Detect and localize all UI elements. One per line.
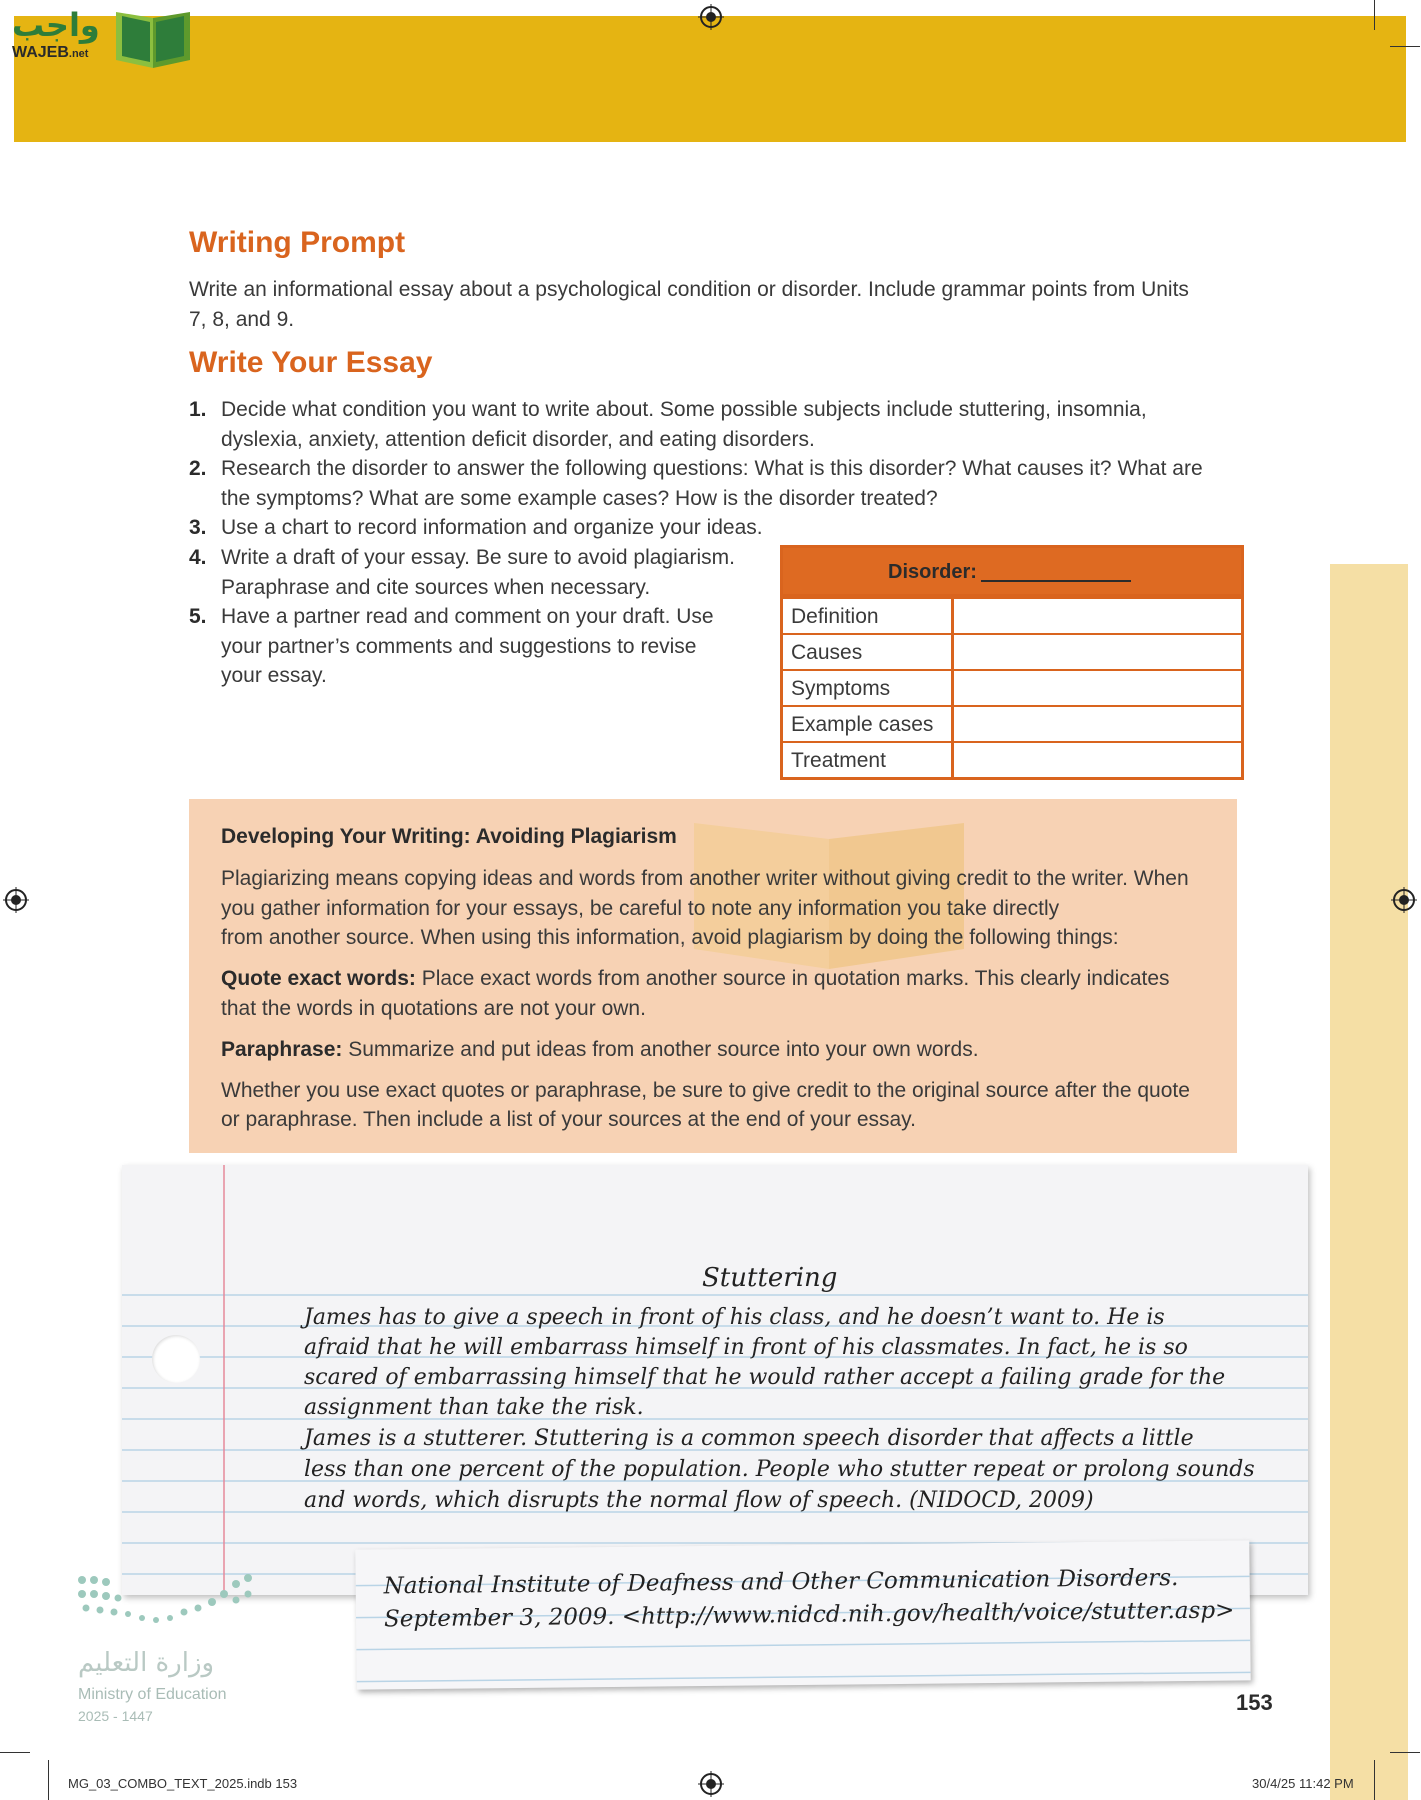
- developing-title: Developing Your Writing: Avoiding Plagiarism: [221, 825, 677, 848]
- essay-line: assignment than take the risk.: [304, 1395, 644, 1420]
- chart-cell[interactable]: [954, 671, 1241, 705]
- chart-row-label: Causes: [783, 635, 954, 669]
- crop-mark: [1374, 0, 1375, 30]
- step-item: 5. Have a partner read and comment on your draft. Use your partner’s comments and suggestions to revise your essay.: [189, 605, 714, 688]
- chart-row: [783, 705, 1241, 741]
- quote-tip: Quote exact words: Place exact words from another source in quotation marks. This clearly indicates: [221, 967, 1170, 990]
- registration-mark-icon: [3, 887, 29, 913]
- page-number: 153: [1236, 1690, 1273, 1715]
- citation-line: September 3, 2009. <http://www.nidcd.nih.gov/health/voice/stutter.asp>: [383, 1597, 1235, 1633]
- ministry-dots-icon: [76, 1572, 256, 1636]
- citation-line: National Institute of Deafness and Other Communication Disorders.: [383, 1565, 1179, 1600]
- paraphrase-label: Paraphrase:: [221, 1038, 343, 1061]
- quote-label: Quote exact words:: [221, 967, 416, 990]
- writing-prompt-line: 7, 8, and 9.: [189, 308, 295, 331]
- step-item: 4. Write a draft of your essay. Be sure to avoid plagiarism. Paraphrase and cite sources when necessary.: [189, 545, 735, 599]
- crop-mark: [1374, 1760, 1375, 1800]
- developing-intro-line: from another source. When using this information, avoid plagiarism by doing the following things:: [221, 926, 1119, 949]
- registration-mark-icon: [698, 4, 724, 30]
- side-color-strip: [1330, 564, 1408, 1800]
- chart-row-label: Symptoms: [783, 671, 954, 705]
- logo-arabic: واجب: [12, 6, 100, 44]
- developing-writing-box: [189, 799, 1237, 1153]
- essay-line: and words, which disrupts the normal flow of speech. (NIDOCD, 2009): [304, 1488, 1094, 1513]
- citation-card: [355, 1540, 1250, 1689]
- ministry-english: Ministry of Education: [78, 1686, 227, 1703]
- write-essay-heading: Write Your Essay: [189, 346, 433, 379]
- binder-hole: [152, 1335, 200, 1383]
- step-item: 3. Use a chart to record information and organize your ideas.: [189, 516, 763, 540]
- essay-line: James has to give a speech in front of his class, and he doesn’t want to. He is: [304, 1305, 1165, 1330]
- footer-timestamp: 30/4/25 11:42 PM: [1252, 1776, 1354, 1791]
- registration-mark-icon: [1391, 887, 1417, 913]
- developing-closing-line: or paraphrase. Then include a list of your sources at the end of your essay.: [221, 1108, 916, 1131]
- paraphrase-tip: Paraphrase: Summarize and put ideas from another source into your own words.: [221, 1038, 979, 1061]
- chart-cell[interactable]: [954, 635, 1241, 669]
- crop-mark: [1390, 46, 1420, 47]
- essay-line: afraid that he will embarrass himself in front of his classmates. In fact, he is so: [304, 1335, 1188, 1360]
- step-item: 1. Decide what condition you want to write about. Some possible subjects include stuttering, insomnia, dyslexia, anxiety, attention deficit disorder, and eating disorders.: [189, 398, 1147, 451]
- essay-line: scared of embarrassing himself that he would rather accept a failing grade for the: [304, 1365, 1226, 1390]
- writing-prompt-heading: Writing Prompt: [189, 226, 406, 259]
- book-icon: [110, 8, 196, 70]
- ministry-arabic: وزارة التعليم: [78, 1648, 215, 1678]
- top-color-band: [14, 16, 1406, 142]
- developing-closing-line: Whether you use exact quotes or paraphrase, be sure to give credit to the original source after the quote: [221, 1079, 1190, 1102]
- notebook-page: [122, 1165, 1308, 1595]
- footer-file-info: MG_03_COMBO_TEXT_2025.indb 153: [68, 1776, 298, 1791]
- chart-row: [783, 741, 1241, 777]
- developing-intro-line: Plagiarizing means copying ideas and words from another writer without giving credit to the writer. When: [221, 867, 1189, 890]
- wajeb-logo: [10, 4, 190, 68]
- disorder-chart: [780, 545, 1244, 780]
- developing-intro-line: you gather information for your essays, be careful to note any information you take directly: [221, 897, 1060, 920]
- crop-mark: [48, 1760, 49, 1800]
- ministry-year: 2025 - 1447: [78, 1708, 153, 1724]
- chart-cell[interactable]: [954, 743, 1241, 777]
- ministry-logo: [76, 1572, 276, 1732]
- logo-site: WAJEB.net: [12, 44, 89, 61]
- chart-title: Disorder:: [888, 561, 977, 583]
- chart-header: [783, 548, 1241, 597]
- chart-cell[interactable]: [954, 707, 1241, 741]
- chart-row-label: Treatment: [783, 743, 954, 777]
- step-item: 2. Research the disorder to answer the following questions: What is this disorder? What causes it? What are the symptoms? What are some example cases? How is the disorder treated?: [189, 457, 1203, 510]
- essay-line: less than one percent of the population. People who stutter repeat or prolong sounds: [304, 1457, 1255, 1482]
- chart-row: [783, 597, 1241, 633]
- quote-tip-line: that the words in quotations are not your own.: [221, 997, 646, 1020]
- chart-row-label: Example cases: [783, 707, 954, 741]
- essay-line: James is a stutterer. Stuttering is a common speech disorder that affects a little: [304, 1426, 1194, 1451]
- chart-row-label: Definition: [783, 599, 954, 633]
- chart-row: [783, 633, 1241, 669]
- writing-prompt-line: Write an informational essay about a psychological condition or disorder. Include grammar points from Units: [189, 278, 1189, 301]
- chart-row: [783, 669, 1241, 705]
- chart-cell[interactable]: [954, 599, 1241, 633]
- chart-title-blank[interactable]: [981, 580, 1131, 582]
- essay-title: Stuttering: [702, 1263, 838, 1293]
- crop-mark: [0, 1752, 30, 1753]
- crop-mark: [1390, 1752, 1420, 1753]
- registration-mark-icon: [698, 1771, 724, 1797]
